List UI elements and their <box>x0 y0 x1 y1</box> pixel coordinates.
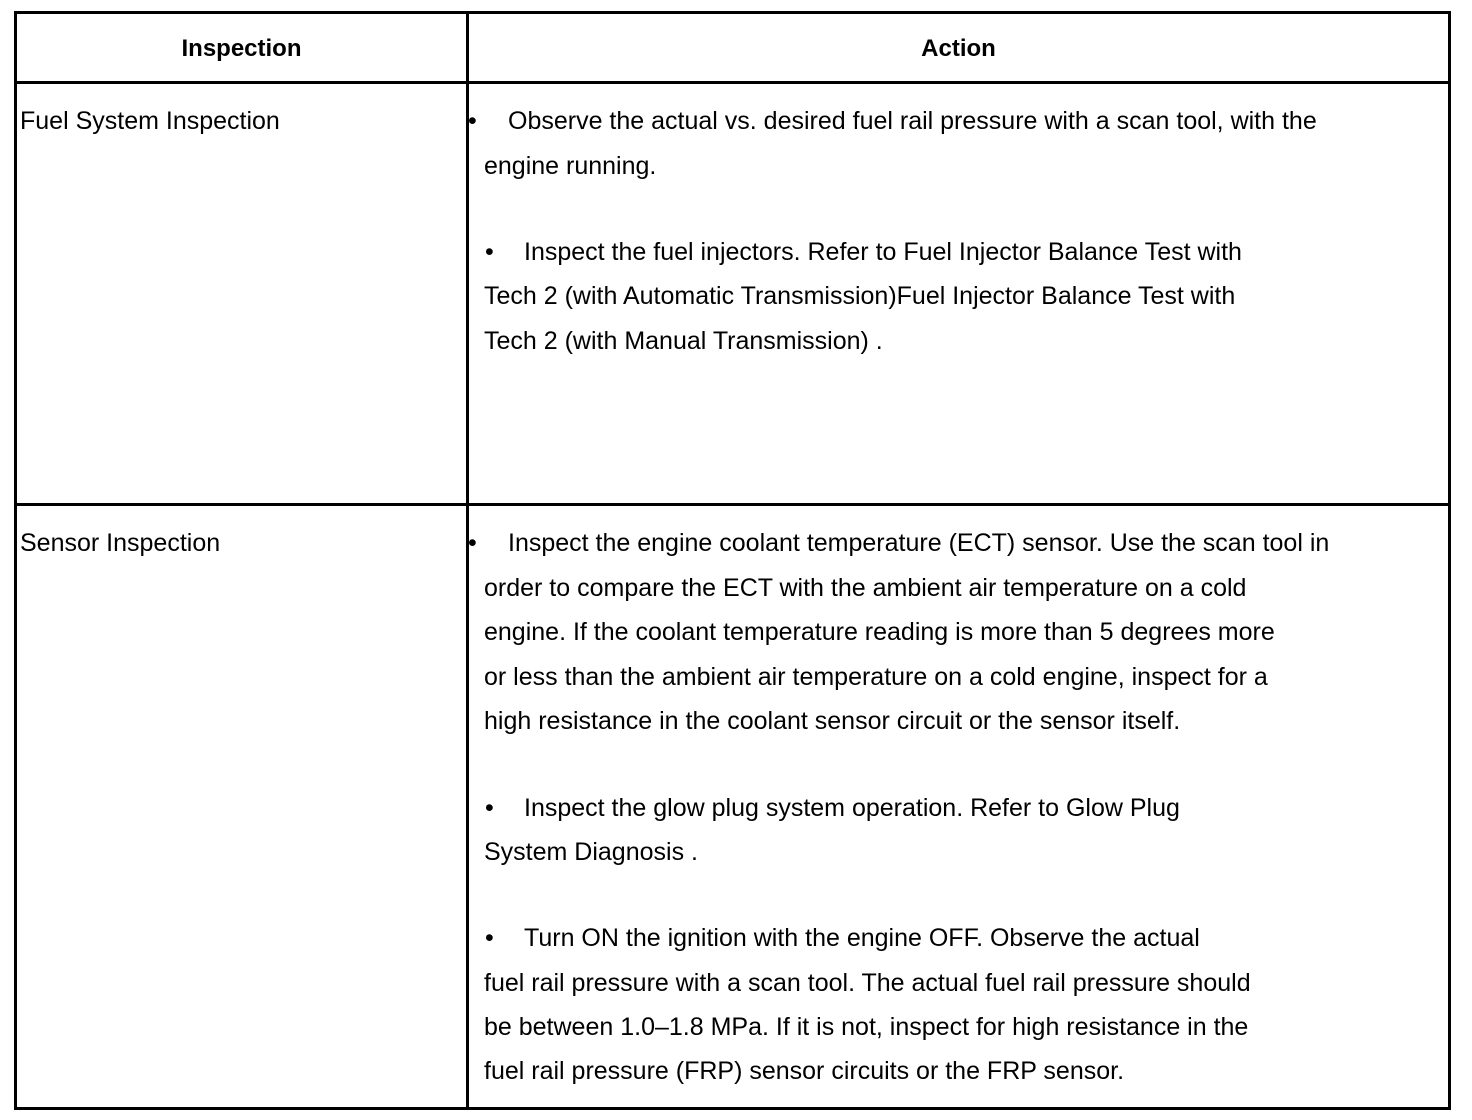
action-line: Inspect the fuel injectors. Refer to Fuel Injector Balance Test with <box>524 238 1242 266</box>
action-line: Turn ON the ignition with the engine OFF. Observe the actual <box>524 924 1200 952</box>
row-fuel-system-inspection: Fuel System Inspection <box>20 107 280 135</box>
action-line: order to compare the ECT with the ambient air temperature on a cold <box>484 574 1247 602</box>
action-line: engine. If the coolant temperature reading is more than 5 degrees more <box>484 618 1275 646</box>
bullet-marker: • <box>485 794 494 822</box>
action-line: System Diagnosis . <box>484 838 698 866</box>
action-line: Tech 2 (with Automatic Transmission)Fuel Injector Balance Test with <box>484 282 1236 310</box>
action-line: fuel rail pressure (FRP) sensor circuits or the FRP sensor. <box>484 1057 1125 1085</box>
header-action: Action <box>921 35 996 62</box>
action-line: engine running. <box>484 152 657 180</box>
action-line: or less than the ambient air temperature on a cold engine, inspect for a <box>484 663 1268 691</box>
header-inspection: Inspection <box>181 35 302 62</box>
action-line: Inspect the glow plug system operation. Refer to Glow Plug <box>524 794 1180 822</box>
column-divider <box>466 14 469 1107</box>
action-line: be between 1.0–1.8 MPa. If it is not, inspect for high resistance in the <box>484 1013 1249 1041</box>
bullet-marker: • <box>485 924 494 952</box>
inspection-table <box>14 11 1451 1110</box>
bullet-marker: • <box>468 107 477 135</box>
action-line: fuel rail pressure with a scan tool. The actual fuel rail pressure should <box>484 969 1251 997</box>
row-sensor-inspection: Sensor Inspection <box>20 529 221 557</box>
action-line: Inspect the engine coolant temperature (ECT) sensor. Use the scan tool in <box>508 529 1330 557</box>
bullet-marker: • <box>485 238 494 266</box>
bullet-marker: • <box>468 529 477 557</box>
header-divider <box>17 81 1448 84</box>
action-line: Observe the actual vs. desired fuel rail pressure with a scan tool, with the <box>508 107 1317 135</box>
action-line: high resistance in the coolant sensor circuit or the sensor itself. <box>484 707 1181 735</box>
row-divider <box>17 503 1448 506</box>
action-line: Tech 2 (with Manual Transmission) . <box>484 327 883 355</box>
